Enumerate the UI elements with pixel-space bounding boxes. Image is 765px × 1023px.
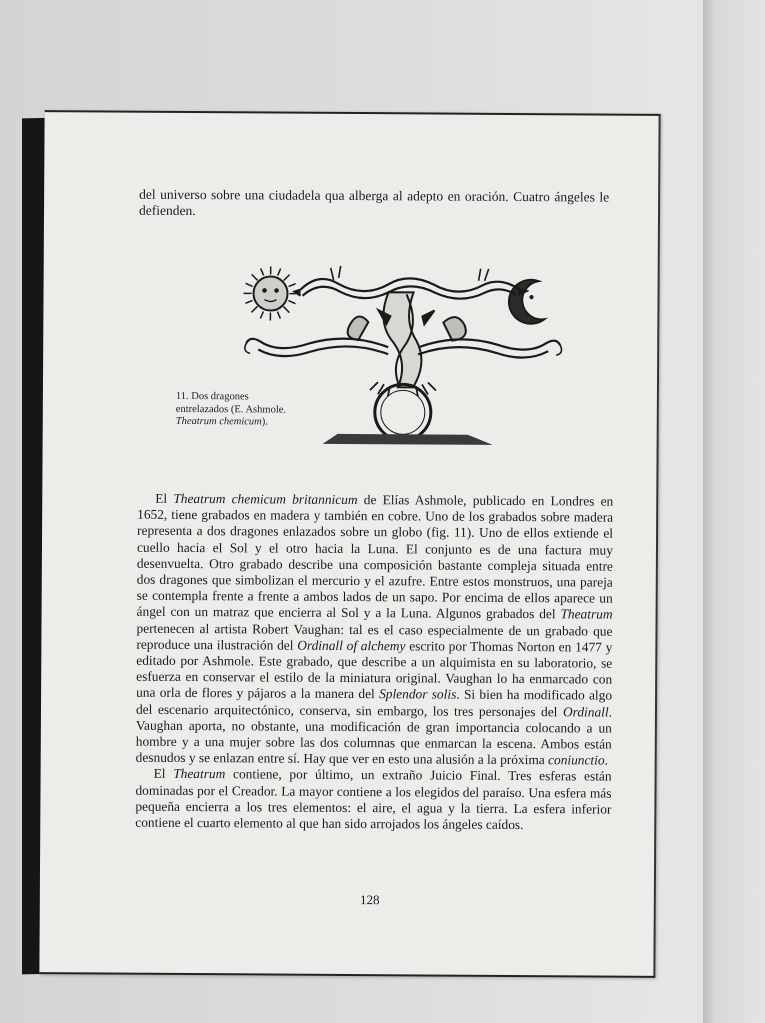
paragraph-theatrum-chemicum xyxy=(136,491,614,769)
text-run: escrito por Thomas Norton en 1477 y editado por Ashmole. Este grabado, que describe a un alquimista en su laboratorio, se esfuerza en conservar el estilo de la miniatura original. Vaughan lo ha enmarcado con una orla de flores y pájaros a la manera del xyxy=(136,638,613,702)
text-run: . xyxy=(604,752,609,768)
caption-end: ). xyxy=(261,416,268,428)
italic-title: Theatrum chemicum britannicum xyxy=(173,490,358,508)
italic-title: Ordinall xyxy=(562,703,609,720)
italic-title: Theatrum xyxy=(560,606,613,623)
text-run: . Vaughan aporta, no obstante, una modificación de gran importancia colocando a un hombre y a una mujer sobre las dos columnas que enmarcan la escena. Ambos están desnudos y se enlazan entre sí. Hay que ver en esto una alusión a la próxima xyxy=(135,704,613,768)
text-run: contiene, por último, un extraño Juicio Final. Tres esferas están dominadas por el Creador. La mayor contiene a los elegidos del paraíso. Una esfera más pequeña encierra a los tres elementos: el aire, el agua y la tierra. La esfera inferior contiene el cuarto elemento al que han sido arrojados los ángeles caídos. xyxy=(135,766,612,833)
bleed-through-text xyxy=(160,20,164,37)
facing-page-edge xyxy=(703,0,765,1023)
paragraph-juicio-final xyxy=(135,766,611,834)
italic-title: coniunctio xyxy=(548,752,605,768)
book-page xyxy=(39,110,660,978)
globe-figure xyxy=(375,384,431,440)
caption-text: Dos dragones entrelazados (E. Ashmole. xyxy=(175,391,287,416)
caption-number: 11. xyxy=(175,390,189,403)
text-run: El xyxy=(155,490,174,506)
intro-paragraph: del universo sobre una ciudadela qua alberga al adepto en oración. Cuatro ángeles le defienden. xyxy=(138,186,610,219)
figure-caption xyxy=(176,391,291,429)
italic-title: Theatrum xyxy=(173,766,226,782)
text-run: pertenecen al artista Robert Vaughan: tal es el caso especialmente de un grabado que reproduce una ilustración del xyxy=(136,620,613,653)
ground-hatching xyxy=(323,434,493,445)
text-run: de Elías Ashmole, publicado en Londres en 1652, tiene grabados en madera y también en cobre. Uno de los grabados sobre madera representa a dos dragones enlazados sobre un globo (fig. 11). Uno de ellos extiende el cuello hacia el Sol y el otro hacia la Luna. El conjunto es de una factura muy desenvuelta. Otro grabado describe una composición bastante compleja situada entre dos dragones que simbolizan el mercurio y el azufre. Entre estos monstruos, una pareja se contempla frente a frente a ambos lados de un sapo. Por encima de ellos aparece un ángel con un matraz que encierra al Sol y a la Luna. Algunos grabados del xyxy=(136,492,614,622)
italic-title: Splendor solis xyxy=(379,686,457,703)
main-text xyxy=(135,491,613,834)
italic-title: Ordinall of alchemy xyxy=(297,637,406,654)
text-run: . Si bien ha modificado algo del escenario arquitectónico, conserva, sin embargo, los tres personajes del xyxy=(135,687,613,719)
sun-figure xyxy=(243,266,297,320)
page-number: 128 xyxy=(360,892,380,908)
caption-italic-title: Theatrum chemicum xyxy=(175,415,262,428)
text-run: El xyxy=(153,766,174,782)
